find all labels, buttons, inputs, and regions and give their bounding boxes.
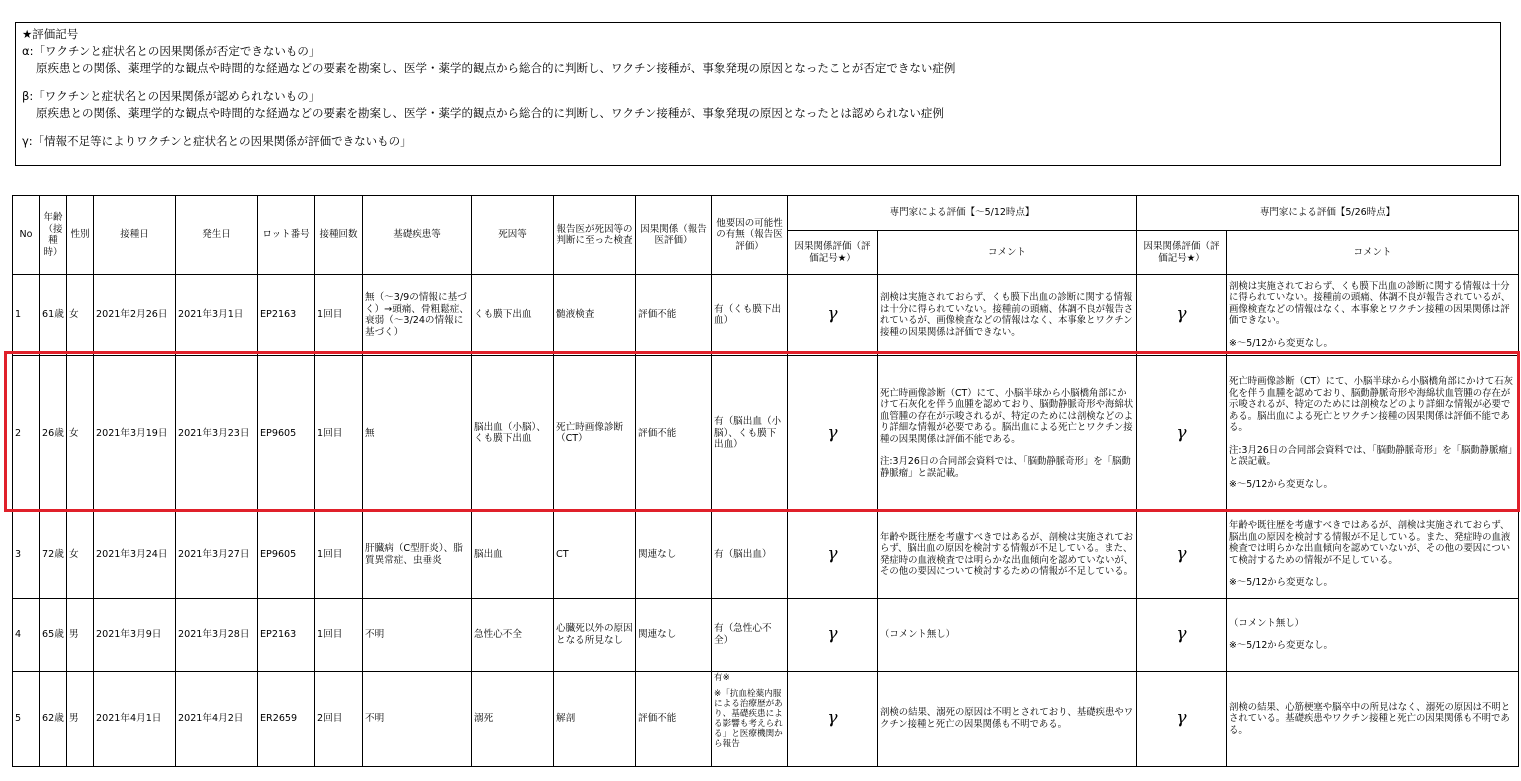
header-underlying: 基礎疾患等 bbox=[363, 196, 472, 275]
comment-text: 剖検は実施されておらず、くも膜下出血の診断に関する情報は十分に得られていない。接種前の頭痛、体調不良が報告されているが、画像検査などの情報はなく、本事象とワクチン接種の因果関係は評価できない。 bbox=[880, 292, 1134, 338]
cell-comment-1 bbox=[878, 598, 1137, 671]
header-comment-1: コメント bbox=[878, 231, 1137, 275]
cell-eval-symbol-1: γ bbox=[788, 598, 878, 671]
header-onset-date: 発生日 bbox=[176, 196, 258, 275]
comment-note: ※～5/12から変更なし。 bbox=[1229, 337, 1333, 349]
cell-eval-symbol-2: γ bbox=[1137, 275, 1227, 356]
table-row bbox=[13, 598, 1519, 671]
header-eval-symbol-2: 因果関係評価（評価記号★） bbox=[1137, 231, 1227, 275]
legend-alpha-label: α:「ワクチンと症状名との因果関係が否定できないもの」 bbox=[22, 44, 321, 58]
cell-onset-date: 2021年3月23日 bbox=[176, 356, 258, 511]
header-dose: 接種回数 bbox=[315, 196, 363, 275]
comment-text: 死亡時画像診断（CT）にて、小脳半球から小脳橋角部にかけて石灰化を伴う血腫を認めており、脳動静脈奇形や海綿状血管腫の存在が示唆されるが、特定のためには剖検などのより詳細な情報が必要である。脳出血による死亡とワクチン接種の因果関係は評価不能である。 bbox=[880, 387, 1134, 445]
cell-underlying: 肝臓病（C型肝炎）、脂質異常症、虫垂炎 bbox=[363, 511, 472, 598]
cell-eval-symbol-1: γ bbox=[788, 275, 878, 356]
cell-dose: 1回目 bbox=[315, 275, 363, 356]
header-causality-reporter: 因果関係（報告医評価） bbox=[636, 196, 712, 275]
header-exam: 報告医が死因等の判断に至った検査 bbox=[554, 196, 636, 275]
legend-beta-label: β:「ワクチンと症状名との因果関係が認められないもの」 bbox=[22, 89, 321, 103]
case-table bbox=[12, 195, 1519, 767]
cell-lot: EP9605 bbox=[258, 356, 315, 511]
cell-cause-of-death: 脳出血（小脳）、くも膜下出血 bbox=[472, 356, 554, 511]
cell-other-factors: 有（くも膜下出血） bbox=[712, 275, 788, 356]
cell-causality-reporter: 評価不能 bbox=[636, 356, 712, 511]
cell-dose: 2回目 bbox=[315, 671, 363, 766]
cell-lot: EP2163 bbox=[258, 275, 315, 356]
cell-comment-1 bbox=[878, 511, 1137, 598]
cell-vaccination-date: 2021年3月19日 bbox=[94, 356, 176, 511]
cell-comment-2 bbox=[1227, 598, 1519, 671]
header-comment-2: コメント bbox=[1227, 231, 1519, 275]
cell-other-factors bbox=[712, 671, 788, 766]
comment-note-2: ※～5/12から変更なし。 bbox=[1229, 478, 1333, 490]
comment-note: 注:3月26日の合同部会資料では、「脳動静脈奇形」を「脳動静脈瘤」と誤記載。 bbox=[1229, 444, 1513, 468]
header-age: 年齢（接種時） bbox=[40, 196, 67, 275]
other-factors-note: ※「抗血栓薬内服による治療歴があり、基礎疾患による影響も考えられる」と医療機関から報告 bbox=[714, 688, 783, 749]
cell-eval-symbol-1: γ bbox=[788, 356, 878, 511]
table-row bbox=[13, 671, 1519, 766]
cell-onset-date: 2021年3月27日 bbox=[176, 511, 258, 598]
legend-alpha-desc: 原疾患との関係、薬理学的な観点や時間的な経過などの要素を勘案し、医学・薬学的観点から総合的に判断し、ワクチン接種が、事象発現の原因となったことが否定できない症例 bbox=[36, 61, 956, 75]
cell-onset-date: 2021年3月28日 bbox=[176, 598, 258, 671]
legend-beta-desc: 原疾患との関係、薬理学的な観点や時間的な経過などの要素を勘案し、医学・薬学的観点から総合的に判断し、ワクチン接種が、事象発現の原因となったとは認められない症例 bbox=[36, 106, 944, 120]
cell-comment-2 bbox=[1227, 511, 1519, 598]
cell-no: 3 bbox=[13, 511, 40, 598]
cell-dose: 1回目 bbox=[315, 511, 363, 598]
cell-exam: 心臓死以外の原因となる所見なし bbox=[554, 598, 636, 671]
header-expert-group-1: 専門家による評価【～5/12時点】 bbox=[788, 196, 1137, 231]
legend-title: ★評価記号 bbox=[22, 27, 79, 41]
table-row-highlighted bbox=[13, 356, 1519, 511]
cell-causality-reporter: 評価不能 bbox=[636, 275, 712, 356]
cell-age: 65歳 bbox=[40, 598, 67, 671]
cell-underlying: 不明 bbox=[363, 671, 472, 766]
header-cause-of-death: 死因等 bbox=[472, 196, 554, 275]
cell-cause-of-death: 脳出血 bbox=[472, 511, 554, 598]
cell-causality-reporter: 関連なし bbox=[636, 511, 712, 598]
header-vaccination-date: 接種日 bbox=[94, 196, 176, 275]
cell-lot: ER2659 bbox=[258, 671, 315, 766]
cell-eval-symbol-2: γ bbox=[1137, 671, 1227, 766]
comment-note: ※～5/12から変更なし。 bbox=[1229, 640, 1333, 652]
cell-comment-2 bbox=[1227, 275, 1519, 356]
cell-underlying: 無 bbox=[363, 356, 472, 511]
other-factors-value: 有※ bbox=[714, 672, 730, 683]
cell-eval-symbol-2: γ bbox=[1137, 598, 1227, 671]
cell-underlying: 無（～3/9の情報に基づく）→頭痛、骨粗鬆症、衰弱（～3/24の情報に基づく） bbox=[363, 275, 472, 356]
comment-text: （コメント無し） bbox=[1229, 617, 1305, 629]
cell-sex: 男 bbox=[67, 671, 94, 766]
cell-sex: 女 bbox=[67, 275, 94, 356]
cell-comment-2 bbox=[1227, 356, 1519, 511]
header-lot: ロット番号 bbox=[258, 196, 315, 275]
comment-text: 剖検の結果、溺死の原因は不明とされており、基礎疾患やワクチン接種と死亡の因果関係も不明である。 bbox=[880, 707, 1134, 730]
comment-text: 死亡時画像診断（CT）にて、小脳半球から小脳橋角部にかけて石灰化を伴う血腫を認めており、脳動静脈奇形や海綿状血管腫の存在が示唆されるが、特定のためには剖検などのより詳細な情報が必要である。脳出血による死亡とワクチン接種の因果関係は評価不能である。 bbox=[1229, 376, 1513, 434]
table-row bbox=[13, 511, 1519, 598]
cell-comment-1 bbox=[878, 275, 1137, 356]
cell-age: 72歳 bbox=[40, 511, 67, 598]
header-sex: 性別 bbox=[67, 196, 94, 275]
comment-text: 年齢や既往歴を考慮すべきではあるが、剖検は実施されておらず、脳出血の原因を検討する情報が不足している。また、発症時の血液検査では明らかな出血傾向を認めていないが、その他の要因について検討するための情報が不足している。 bbox=[880, 531, 1134, 578]
cell-sex: 女 bbox=[67, 511, 94, 598]
cell-dose: 1回目 bbox=[315, 356, 363, 511]
cell-causality-reporter: 関連なし bbox=[636, 598, 712, 671]
cell-sex: 男 bbox=[67, 598, 94, 671]
cell-eval-symbol-2: γ bbox=[1137, 356, 1227, 511]
cell-exam: 髄液検査 bbox=[554, 275, 636, 356]
cell-onset-date: 2021年3月1日 bbox=[176, 275, 258, 356]
cell-vaccination-date: 2021年3月24日 bbox=[94, 511, 176, 598]
cell-comment-2 bbox=[1227, 671, 1519, 766]
cell-other-factors: 有（急性心不全） bbox=[712, 598, 788, 671]
cell-exam: CT bbox=[554, 511, 636, 598]
cell-eval-symbol-1: γ bbox=[788, 671, 878, 766]
comment-text: 年齢や既往歴を考慮すべきではあるが、剖検は実施されておらず、脳出血の原因を検討する情報が不足している。また、発症時の血液検査では明らかな出血傾向を認めていないが、その他の要因について検討するための情報が不足している。 bbox=[1229, 520, 1511, 566]
comment-note: 注:3月26日の合同部会資料では、「脳動静脈奇形」を「脳動静脈瘤」と誤記載。 bbox=[880, 456, 1131, 479]
header-no: No bbox=[13, 196, 40, 275]
comment-text: 剖検の結果、心筋梗塞や脳卒中の所見はなく、溺死の原因は不明とされている。基礎疾患やワクチン接種と死亡の因果関係も不明である。 bbox=[1229, 701, 1511, 736]
cell-exam: 解剖 bbox=[554, 671, 636, 766]
cell-vaccination-date: 2021年4月1日 bbox=[94, 671, 176, 766]
cell-age: 62歳 bbox=[40, 671, 67, 766]
cell-lot: EP9605 bbox=[258, 511, 315, 598]
header-expert-group-2: 専門家による評価【5/26時点】 bbox=[1137, 196, 1519, 231]
cell-other-factors: 有（脳出血（小脳）、くも膜下出血） bbox=[712, 356, 788, 511]
header-eval-symbol-1: 因果関係評価（評価記号★） bbox=[788, 231, 878, 275]
cell-cause-of-death: くも膜下出血 bbox=[472, 275, 554, 356]
cell-eval-symbol-2: γ bbox=[1137, 511, 1227, 598]
cell-age: 61歳 bbox=[40, 275, 67, 356]
cell-comment-1 bbox=[878, 671, 1137, 766]
cell-vaccination-date: 2021年2月26日 bbox=[94, 275, 176, 356]
cell-sex: 女 bbox=[67, 356, 94, 511]
cell-cause-of-death: 溺死 bbox=[472, 671, 554, 766]
comment-text: （コメント無し） bbox=[880, 628, 956, 640]
cell-no: 1 bbox=[13, 275, 40, 356]
cell-dose: 1回目 bbox=[315, 598, 363, 671]
cell-no: 4 bbox=[13, 598, 40, 671]
cell-causality-reporter: 評価不能 bbox=[636, 671, 712, 766]
cell-cause-of-death: 急性心不全 bbox=[472, 598, 554, 671]
cell-comment-1 bbox=[878, 356, 1137, 511]
comment-note: ※～5/12から変更なし。 bbox=[1229, 577, 1333, 589]
evaluation-legend bbox=[15, 22, 1501, 166]
cell-vaccination-date: 2021年3月9日 bbox=[94, 598, 176, 671]
cell-underlying: 不明 bbox=[363, 598, 472, 671]
cell-eval-symbol-1: γ bbox=[788, 511, 878, 598]
cell-no: 2 bbox=[13, 356, 40, 511]
cell-lot: EP2163 bbox=[258, 598, 315, 671]
cell-exam: 死亡時画像診断（CT） bbox=[554, 356, 636, 511]
cell-other-factors: 有（脳出血） bbox=[712, 511, 788, 598]
table-row bbox=[13, 275, 1519, 356]
comment-text: 剖検は実施されておらず、くも膜下出血の診断に関する情報は十分に得られていない。接種前の頭痛、体調不良が報告されているが、画像検査などの情報はなく、本事象とワクチン接種の因果関係は評価できない。 bbox=[1229, 280, 1511, 327]
cell-onset-date: 2021年4月2日 bbox=[176, 671, 258, 766]
cell-age: 26歳 bbox=[40, 356, 67, 511]
cell-no: 5 bbox=[13, 671, 40, 766]
header-other-factors: 他要因の可能性の有無（報告医評価） bbox=[712, 196, 788, 275]
legend-gamma-label: γ:「情報不足等によりワクチンと症状名との因果関係が評価できないもの」 bbox=[22, 134, 412, 148]
